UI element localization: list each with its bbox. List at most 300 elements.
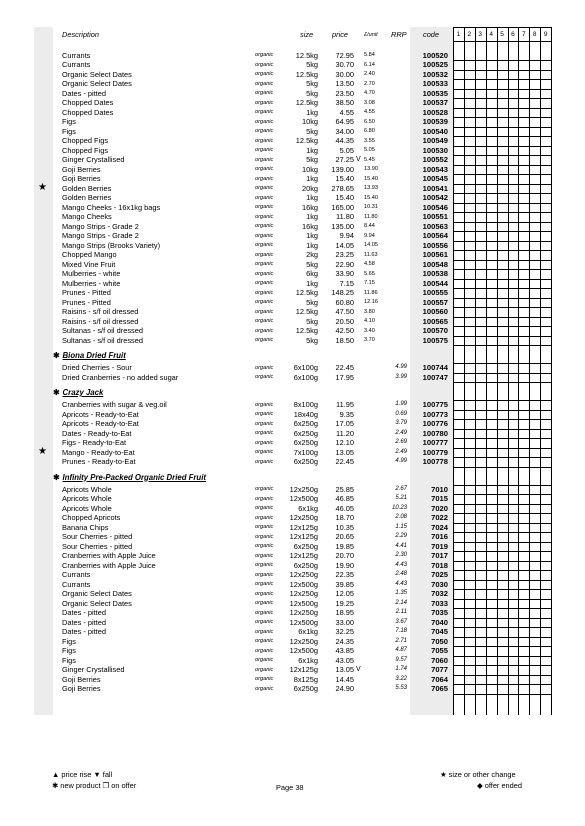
product-price: 18.70 — [335, 513, 354, 522]
product-price: 19.85 — [335, 541, 354, 551]
rrp-price: 4.99 — [395, 458, 407, 464]
product-size: 1kg — [306, 145, 318, 155]
product-code: 100520 — [422, 50, 448, 60]
product-size: 12.5kg — [295, 326, 318, 335]
product-description: Apricots Whole — [62, 494, 112, 503]
grid-horizontal-line — [453, 627, 551, 628]
grid-horizontal-line — [453, 174, 551, 175]
product-price: 148.25 — [331, 288, 354, 297]
organic-label: organic — [255, 251, 274, 258]
product-description: Dates - pitted — [62, 88, 106, 98]
organic-label: organic — [255, 533, 274, 540]
product-code: 7040 — [431, 617, 448, 627]
unit-price: 4.55 — [364, 109, 375, 115]
product-price: 24.90 — [335, 684, 354, 693]
header-price: price — [332, 30, 349, 39]
grid-horizontal-line — [453, 136, 551, 137]
grid-horizontal-line — [453, 98, 551, 99]
product-code: 100557 — [422, 297, 448, 307]
rrp-price: 2.30 — [395, 552, 407, 558]
rrp-price: 4.99 — [395, 364, 407, 370]
checkbox-column-number: 4 — [489, 31, 493, 38]
unit-price: 11.80 — [364, 213, 378, 220]
product-size: 6x1kg — [298, 655, 318, 665]
product-price: 15.40 — [335, 193, 354, 202]
unit-price: 3.80 — [364, 308, 375, 315]
grid-horizontal-line — [453, 117, 551, 118]
product-size: 12x125g — [289, 522, 318, 532]
product-description: Sultanas - s/f oil dressed — [62, 326, 143, 335]
unit-price: 13.93 — [364, 185, 378, 191]
organic-label: organic — [255, 562, 274, 568]
product-code: 100535 — [422, 88, 448, 98]
product-description: Goji Berries — [62, 174, 101, 183]
header-rrp: RRP — [391, 30, 407, 39]
rrp-price: 3.67 — [395, 618, 407, 625]
rrp-price: 2.29 — [395, 533, 407, 539]
checkbox-column-number: 5 — [500, 31, 504, 38]
grid-horizontal-line — [453, 269, 551, 270]
section-heading — [53, 388, 103, 398]
organic-label: organic — [255, 430, 274, 436]
organic-label: organic — [255, 486, 274, 492]
product-price: 44.35 — [335, 136, 354, 145]
product-code: 7055 — [431, 646, 448, 655]
organic-label: organic — [255, 401, 274, 408]
product-description: Prunes - Pitted — [62, 288, 111, 297]
product-code: 100538 — [422, 269, 448, 278]
product-price: 7.15 — [339, 278, 354, 288]
grid-vertical-line — [497, 27, 498, 715]
grid-horizontal-line — [453, 618, 551, 619]
rrp-price: 3.22 — [395, 675, 407, 682]
organic-label: organic — [255, 318, 274, 324]
grid-vertical-line — [508, 27, 509, 715]
product-description: Mango - Ready-to-Eat — [62, 447, 135, 457]
rrp-price: 4.41 — [395, 542, 407, 549]
organic-label: organic — [255, 147, 274, 153]
unit-price: 5.45 — [364, 156, 375, 163]
product-code: 100543 — [422, 164, 448, 174]
product-code: 100776 — [422, 419, 448, 428]
product-description: Apricots Whole — [62, 503, 112, 513]
product-code: 100544 — [422, 278, 448, 288]
product-price: 17.05 — [335, 419, 354, 428]
new-product-icon: ✱ — [53, 472, 60, 482]
header-per-unit: £/unit — [364, 32, 378, 38]
product-size: 6x100g — [293, 372, 318, 382]
grid-horizontal-line — [453, 212, 551, 213]
product-price: 64.95 — [335, 117, 354, 126]
grid-horizontal-line — [453, 448, 551, 449]
product-price: 22.45 — [335, 363, 354, 372]
rrp-price: 4.87 — [395, 647, 407, 653]
grid-horizontal-line — [453, 684, 551, 685]
organic-label: organic — [255, 524, 274, 530]
grid-horizontal-line — [453, 70, 551, 71]
product-size: 5kg — [306, 335, 318, 345]
product-description: Mixed Vine Fruit — [62, 259, 116, 269]
checkbox-column-number: 6 — [511, 31, 515, 38]
product-description: Ginger Crystallised — [62, 155, 125, 164]
organic-label: organic — [255, 495, 274, 502]
product-size: 16kg — [301, 202, 318, 212]
product-description: Sour Cherries - pitted — [62, 541, 133, 551]
product-code: 7019 — [431, 541, 448, 551]
product-description: Figs — [62, 126, 76, 136]
unit-price: 13.90 — [364, 166, 378, 172]
product-description: Golden Berries — [62, 183, 112, 193]
grid-horizontal-line — [453, 675, 551, 676]
product-price: 22.90 — [335, 259, 354, 269]
product-price: 139.00 — [331, 164, 354, 174]
grid-horizontal-line — [453, 382, 551, 383]
product-description: Chopped Dates — [62, 107, 114, 117]
product-code: 7022 — [431, 513, 448, 522]
product-code: 7020 — [431, 503, 448, 513]
organic-label: organic — [255, 280, 274, 286]
organic-label: organic — [255, 514, 274, 521]
grid-horizontal-line — [453, 60, 551, 61]
product-code: 7010 — [431, 484, 448, 494]
unit-price: 6.50 — [364, 118, 375, 125]
product-code: 100563 — [422, 221, 448, 231]
grid-horizontal-line — [453, 504, 551, 505]
product-code: 100775 — [422, 400, 448, 409]
section-heading — [53, 473, 206, 483]
unit-price: 15.40 — [364, 175, 378, 182]
product-price: 9.35 — [339, 409, 354, 419]
product-description: Mulberries - white — [62, 278, 121, 288]
product-price: 14.45 — [335, 674, 354, 684]
unit-price: 15.40 — [364, 194, 378, 201]
grid-horizontal-line — [453, 542, 551, 543]
product-price: 25.85 — [335, 484, 354, 494]
product-description: Dried Cherries - Sour — [62, 363, 132, 372]
organic-label: organic — [255, 439, 274, 446]
product-code: 7030 — [431, 579, 448, 589]
grid-vertical-line — [518, 27, 519, 715]
grid-horizontal-line — [453, 551, 551, 552]
grid-horizontal-line — [453, 523, 551, 524]
price-flag: V — [356, 156, 361, 163]
legend-offer-ended: ◆ offer ended — [477, 781, 522, 790]
product-description: Organic Select Dates — [62, 589, 132, 598]
organic-label: organic — [255, 676, 274, 682]
product-price: 19.25 — [335, 598, 354, 608]
product-code: 7033 — [431, 598, 448, 608]
product-size: 1kg — [306, 212, 318, 221]
product-price: 12.10 — [335, 438, 354, 447]
product-code: 100525 — [422, 60, 448, 69]
product-price: 33.00 — [335, 617, 354, 627]
product-description: Mulberries - white — [62, 269, 121, 278]
rrp-price: 7.18 — [395, 628, 407, 634]
organic-label: organic — [255, 374, 274, 380]
organic-label: organic — [255, 118, 274, 125]
rrp-price: 2.71 — [395, 637, 407, 644]
rrp-price: 5.21 — [395, 495, 407, 501]
product-size: 5kg — [306, 79, 318, 88]
product-code: 100778 — [422, 457, 448, 466]
grid-horizontal-line — [453, 363, 551, 364]
grid-horizontal-line — [453, 646, 551, 647]
unit-price: 9.94 — [364, 232, 375, 239]
product-price: 32.25 — [335, 627, 354, 636]
grid-horizontal-line — [453, 400, 551, 401]
grid-horizontal-line — [453, 561, 551, 562]
product-code: 100542 — [422, 193, 448, 202]
product-size: 6x1kg — [298, 627, 318, 636]
grid-horizontal-line — [453, 532, 551, 533]
product-code: 7017 — [431, 551, 448, 560]
organic-label: organic — [255, 638, 274, 644]
unit-price: 14.05 — [364, 242, 378, 248]
product-price: 12.05 — [335, 589, 354, 598]
product-price: 23.25 — [335, 250, 354, 259]
product-code: 7035 — [431, 608, 448, 617]
rrp-price: 2.48 — [395, 571, 407, 577]
product-code: 7060 — [431, 655, 448, 665]
section-heading-label: Biona Dried Fruit — [62, 351, 126, 360]
grid-vertical-line — [453, 27, 454, 715]
product-price: 18.50 — [335, 335, 354, 345]
product-size: 6x250g — [293, 684, 318, 693]
product-code: 7077 — [431, 665, 448, 674]
product-description: Mango Cheeks - 16x1kg bags — [62, 202, 161, 212]
product-size: 12x250g — [289, 636, 318, 646]
product-price: 27.25 — [335, 155, 354, 164]
product-description: Goji Berries — [62, 684, 101, 693]
product-code: 100564 — [422, 231, 448, 240]
product-code: 100549 — [422, 136, 448, 145]
rrp-price: 2.08 — [395, 514, 407, 520]
section-heading-label: Crazy Jack — [62, 388, 104, 397]
grid-horizontal-line — [453, 656, 551, 657]
product-size: 6x1kg — [298, 503, 318, 513]
rrp-price: 2.67 — [395, 485, 407, 492]
unit-price: 12.16 — [364, 299, 378, 305]
organic-label: organic — [255, 628, 274, 635]
product-size: 12.5kg — [295, 69, 318, 79]
product-price: 20.70 — [335, 551, 354, 560]
product-size: 12x500g — [289, 598, 318, 608]
product-size: 12x250g — [289, 513, 318, 522]
grid-horizontal-line — [453, 41, 551, 42]
product-size: 1kg — [306, 240, 318, 250]
rrp-price: 1.35 — [395, 590, 407, 596]
product-description: Golden Berries — [62, 193, 112, 202]
product-description: Prunes - Pitted — [62, 297, 111, 307]
product-price: 135.00 — [331, 221, 354, 231]
product-code: 7032 — [431, 589, 448, 598]
product-size: 5kg — [306, 297, 318, 307]
organic-label: organic — [255, 261, 274, 267]
product-code: 100532 — [422, 69, 448, 79]
organic-label: organic — [255, 327, 274, 334]
organic-label: organic — [255, 657, 274, 663]
checkbox-column-number: 9 — [543, 31, 548, 38]
legend-size-change: ★ size or other change — [440, 770, 516, 779]
product-description: Banana Chips — [62, 522, 109, 532]
product-size: 12x250g — [289, 608, 318, 617]
unit-price: 4.58 — [364, 261, 375, 267]
product-size: 5kg — [306, 60, 318, 69]
product-price: 30.00 — [335, 69, 354, 79]
unit-price: 2.40 — [364, 71, 375, 77]
product-code: 7025 — [431, 570, 448, 579]
product-description: Cranberries with sugar & veg.oil — [62, 400, 167, 409]
organic-label: organic — [255, 175, 274, 182]
product-size: 12x125g — [289, 551, 318, 560]
product-price: 43.85 — [335, 646, 354, 655]
product-code: 100560 — [422, 307, 448, 316]
product-price: 43.05 — [335, 655, 354, 665]
product-price: 11.20 — [336, 428, 354, 438]
rrp-price: 5.53 — [395, 685, 407, 691]
product-size: 6x250g — [293, 438, 318, 447]
product-size: 1kg — [306, 107, 318, 117]
organic-label: organic — [255, 232, 274, 239]
organic-label: organic — [255, 242, 274, 248]
grid-vertical-line — [475, 27, 476, 715]
product-description: Mango Strips (Brooks Variety) — [62, 240, 161, 250]
grid-horizontal-line — [453, 155, 551, 156]
unit-price: 7.15 — [364, 280, 375, 286]
grid-horizontal-line — [453, 336, 551, 337]
product-code: 100540 — [422, 126, 448, 136]
product-price: 13.50 — [335, 79, 354, 88]
unit-price: 5.65 — [364, 270, 375, 277]
product-code: 7016 — [431, 532, 448, 541]
organic-label: organic — [255, 571, 274, 578]
header-code: code — [423, 30, 440, 39]
unit-price: 4.10 — [364, 318, 375, 324]
product-code: 100779 — [422, 447, 448, 457]
organic-label: organic — [255, 299, 274, 305]
product-size: 20kg — [301, 183, 318, 193]
grid-horizontal-line — [453, 457, 551, 458]
product-size: 6x100g — [293, 363, 318, 372]
product-size: 18x40g — [293, 409, 318, 419]
grid-horizontal-line — [453, 637, 551, 638]
product-size: 12.5kg — [295, 98, 318, 107]
product-price: 22.35 — [335, 570, 354, 579]
product-size: 5kg — [306, 88, 318, 98]
grid-horizontal-line — [453, 485, 551, 486]
product-description: Cranberries with Apple Juice — [62, 560, 156, 570]
grid-horizontal-line — [453, 79, 551, 80]
product-price: 38.50 — [335, 98, 354, 107]
product-description: Figs — [62, 636, 76, 646]
grid-horizontal-line — [453, 288, 551, 289]
product-code: 100747 — [422, 372, 448, 382]
organic-label: organic — [255, 137, 274, 144]
product-code: 100537 — [422, 98, 448, 107]
product-price: 18.95 — [335, 608, 354, 617]
product-price: 19.90 — [335, 560, 354, 570]
product-code: 7065 — [431, 684, 448, 693]
product-price: 34.00 — [335, 126, 354, 136]
grid-horizontal-line — [453, 165, 551, 166]
product-description: Apricots - Ready-to-Eat — [62, 419, 139, 428]
grid-horizontal-line — [453, 373, 551, 374]
organic-label: organic — [255, 609, 274, 616]
legend-new-product: ✱ new product ❐ on offer — [52, 781, 137, 790]
organic-label: organic — [255, 213, 274, 220]
rrp-price: 0.69 — [395, 410, 407, 417]
product-description: Cranberries with Apple Juice — [62, 551, 156, 560]
header-size: size — [300, 30, 314, 39]
product-description: Mango Strips - Grade 2 — [62, 231, 139, 240]
product-description: Raisins - s/f oil dressed — [62, 307, 139, 316]
grid-horizontal-line — [453, 279, 551, 280]
product-size: 1kg — [306, 231, 318, 240]
organic-label: organic — [255, 289, 274, 296]
price-flag: V — [356, 666, 361, 673]
grid-horizontal-line — [453, 513, 551, 514]
organic-label: organic — [255, 685, 274, 692]
grid-horizontal-line — [453, 608, 551, 609]
unit-price: 5.05 — [364, 147, 375, 153]
organic-label: organic — [255, 449, 274, 455]
product-code: 100570 — [422, 326, 448, 335]
product-price: 10.35 — [335, 522, 354, 532]
legend-price-change: ▲ price rise ▼ fall — [52, 770, 113, 779]
checkbox-column-number: 2 — [467, 31, 472, 38]
rrp-price: 2.69 — [395, 439, 407, 445]
product-description: Organic Select Dates — [62, 69, 132, 79]
product-description: Dates - Ready-to-Eat — [62, 428, 132, 438]
product-code: 100575 — [422, 335, 448, 345]
product-size: 5kg — [306, 126, 318, 136]
product-size: 12x250g — [289, 570, 318, 579]
product-code: 7018 — [431, 560, 448, 570]
product-description: Chopped Dates — [62, 98, 114, 107]
grid-horizontal-line — [453, 694, 551, 695]
product-size: 5kg — [306, 155, 318, 164]
size-change-icon: ★ — [38, 446, 47, 457]
product-price: 60.80 — [335, 297, 354, 307]
product-size: 12x250g — [289, 589, 318, 598]
product-price: 13.05 — [335, 447, 354, 457]
grid-horizontal-line — [453, 193, 551, 194]
grid-horizontal-line — [453, 127, 551, 128]
rrp-price: 2.49 — [395, 429, 407, 436]
product-description: Apricots Whole — [62, 484, 112, 494]
grid-vertical-line — [464, 27, 465, 715]
product-price: 24.35 — [335, 636, 354, 646]
product-price: 165.00 — [331, 202, 354, 212]
rrp-price: 3.99 — [395, 373, 407, 380]
organic-label: organic — [255, 364, 274, 371]
grid-horizontal-line — [453, 410, 551, 411]
organic-label: organic — [255, 185, 274, 191]
organic-label: organic — [255, 156, 274, 163]
product-code: 100528 — [422, 107, 448, 117]
unit-price: 5.84 — [364, 52, 375, 58]
product-description: Mango Cheeks — [62, 212, 112, 221]
organic-label: organic — [255, 128, 274, 134]
grid-horizontal-line — [453, 250, 551, 251]
product-price: 14.05 — [335, 240, 354, 250]
product-price: 20.50 — [335, 316, 354, 326]
product-description: Chopped Apricots — [62, 513, 121, 522]
product-description: Sour Cherries - pitted — [62, 532, 133, 541]
section-heading-label: Infinity Pre-Packed Organic Dried Fruit — [62, 472, 206, 482]
rrp-price: 2.49 — [395, 448, 407, 455]
product-price: 46.85 — [335, 494, 354, 503]
